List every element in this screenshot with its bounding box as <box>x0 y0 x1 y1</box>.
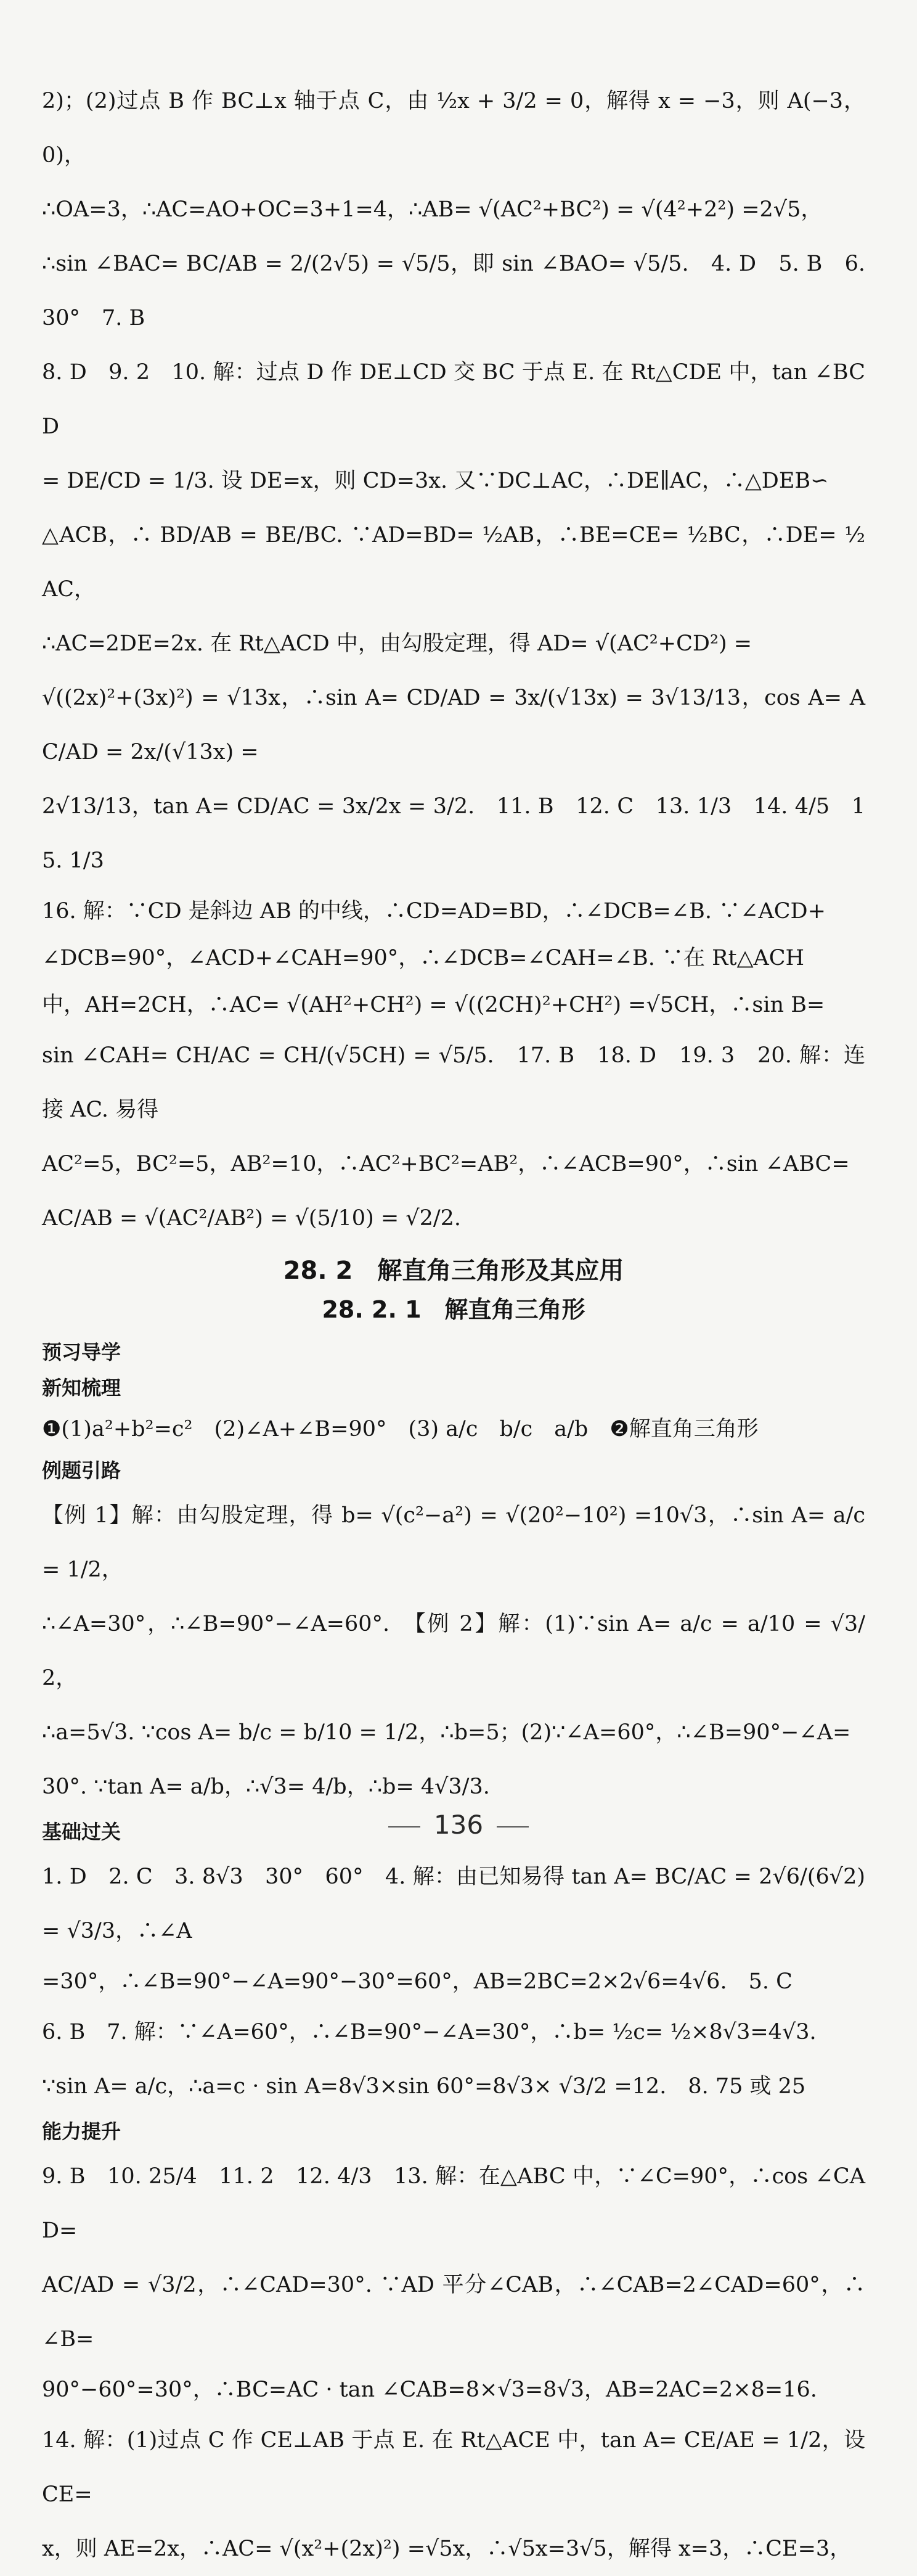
answer-line: = DE/CD = 1/3. 设 DE=x，则 CD=3x. 又∵DC⊥AC，∴DE∥AC，∴△DEB∽ <box>42 469 829 493</box>
answer-line: △ACB，∴ BD/AB = BE/BC. ∵AD=BD= ½AB，∴BE=CE= ½BC，∴DE= ½AC， <box>42 523 865 602</box>
answer-line: AC/AB = √(AC²/AB²) = √(5/10) = √2/2. <box>42 1206 462 1231</box>
page-number-footer <box>0 1810 917 1840</box>
improve-line: AC/AD = √3/2，∴∠CAD=30°. ∵AD 平分∠CAB，∴∠CAB=2∠CAD=60°，∴∠B= <box>42 2273 865 2352</box>
basics-line: 6. B 7. 解：∵∠A=60°，∴∠B=90°−∠A=30°，∴b= ½c= ½×8√3=4√3. <box>42 2020 817 2045</box>
answer-line: 8. D 9. 2 10. 解：过点 D 作 DE⊥CD 交 BC 于点 E. 在 Rt△CDE 中，tan ∠BCD <box>42 360 865 439</box>
basics-heading: 基础过关 <box>42 1820 121 1844</box>
example-line: 30°. ∵tan A= a/b，∴√3= 4/b，∴b= 4√3/3. <box>42 1774 490 1799</box>
improve-line: 90°−60°=30°，∴BC=AC · tan ∠CAB=8×√3=8√3，AB=2AC=2×8=16. <box>42 2377 817 2402</box>
basics-line: =30°，∴∠B=90°−∠A=90°−30°=60°，AB=2BC=2×2√6=4√6. 5. C <box>42 1969 793 1994</box>
answer-line: 2)；(2)过点 B 作 BC⊥x 轴于点 C，由 ½x + 3/2 = 0，解得 x = −3，则 A(−3，0)， <box>42 89 865 168</box>
answer-line: ∠DCB=90°，∠ACD+∠CAH=90°，∴∠DCB=∠CAH=∠B. ∵在 Rt△ACH <box>42 946 805 970</box>
footer-dash-right <box>497 1826 529 1827</box>
improve-line: x，则 AE=2x，∴AC= √(x²+(2x)²) =√5x，∴√5x=3√5，解得 x=3，∴CE=3， <box>42 2537 852 2561</box>
answer-line: 16. 解：∵CD 是斜边 AB 的中线，∴CD=AD=BD，∴∠DCB=∠B. ∵∠ACD+ <box>42 899 826 924</box>
example-line: 【例 1】解：由勾股定理，得 b= √(c²−a²) = √(20²−10²) =10√3，∴sin A= a/c = 1/2， <box>42 1503 865 1582</box>
example-line: ∴∠A=30°，∴∠B=90°−∠A=60°. 【例 2】解：(1)∵sin A= a/c = a/10 = √3/2， <box>42 1612 865 1691</box>
section-title: 28. 2 解直角三角形及其应用 <box>283 1257 624 1285</box>
answer-line: √((2x)²+(3x)²) = √13x，∴sin A= CD/AD = 3x/(√13x) = 3√13/13，cos A= AC/AD = 2x/(√13x) = <box>42 686 865 765</box>
answer-line: AC²=5，BC²=5，AB²=10，∴AC²+BC²=AB²，∴∠ACB=90°，∴sin ∠ABC= <box>42 1152 850 1176</box>
answers-top-block <box>42 74 865 1245</box>
basics-line: 1. D 2. C 3. 8√3 30° 60° 4. 解：由已知易得 tan A= BC/AC = 2√6/(6√2) = √3/3，∴∠A <box>42 1864 865 1943</box>
answer-line: 中，AH=2CH，∴AC= √(AH²+CH²) = √((2CH)²+CH²) =√5CH，∴sin B= <box>42 993 825 1017</box>
new-knowledge-heading: 新知梳理 <box>42 1376 121 1400</box>
answer-line: ∴OA=3，∴AC=AO+OC=3+1=4，∴AB= √(AC²+BC²) = √(4²+2²) =2√5， <box>42 197 823 222</box>
improve-line: 14. 解：(1)过点 C 作 CE⊥AB 于点 E. 在 Rt△ACE 中，tan A= CE/AE = 1/2，设 CE= <box>42 2428 865 2507</box>
section-subtitle: 28. 2. 1 解直角三角形 <box>322 1296 585 1323</box>
footer-dash-left <box>388 1826 420 1827</box>
examples-heading: 例题引路 <box>42 1459 121 1482</box>
improve-heading: 能力提升 <box>42 2120 121 2143</box>
answer-line: sin ∠CAH= CH/AC = CH/(√5CH) = √5/5. 17. B 18. D 19. 3 20. 解：连接 AC. 易得 <box>42 1043 865 1122</box>
example-line: ∴a=5√3. ∵cos A= b/c = b/10 = 1/2，∴b=5；(2)∵∠A=60°，∴∠B=90°−∠A= <box>42 1720 851 1745</box>
answer-line: ∴sin ∠BAC= BC/AB = 2/(2√5) = √5/5，即 sin ∠BAO= √5/5. 4. D 5. B 6. 30° 7. B <box>42 252 865 330</box>
new-knowledge-line: ❶(1)a²+b²=c² (2)∠A+∠B=90° (3) a/c b/c a/b ❷解直角三角形 <box>42 1417 759 1442</box>
answer-line: 2√13/13，tan A= CD/AC = 3x/2x = 3/2. 11. B 12. C 13. 1/3 14. 4/5 15. 1/3 <box>42 794 865 873</box>
preview-heading: 预习导学 <box>42 1340 121 1364</box>
answer-line: ∴AC=2DE=2x. 在 Rt△ACD 中，由勾股定理，得 AD= √(AC²+CD²) = <box>42 631 752 656</box>
basics-line: ∵sin A= a/c，∴a=c · sin A=8√3×sin 60°=8√3× √3/2 =12. 8. 75 或 25 <box>42 2074 806 2099</box>
page-number: 136 <box>433 1810 484 1840</box>
improve-line: 9. B 10. 25/4 11. 2 12. 4/3 13. 解：在△ABC 中，∵∠C=90°，∴cos ∠CAD= <box>42 2164 865 2243</box>
